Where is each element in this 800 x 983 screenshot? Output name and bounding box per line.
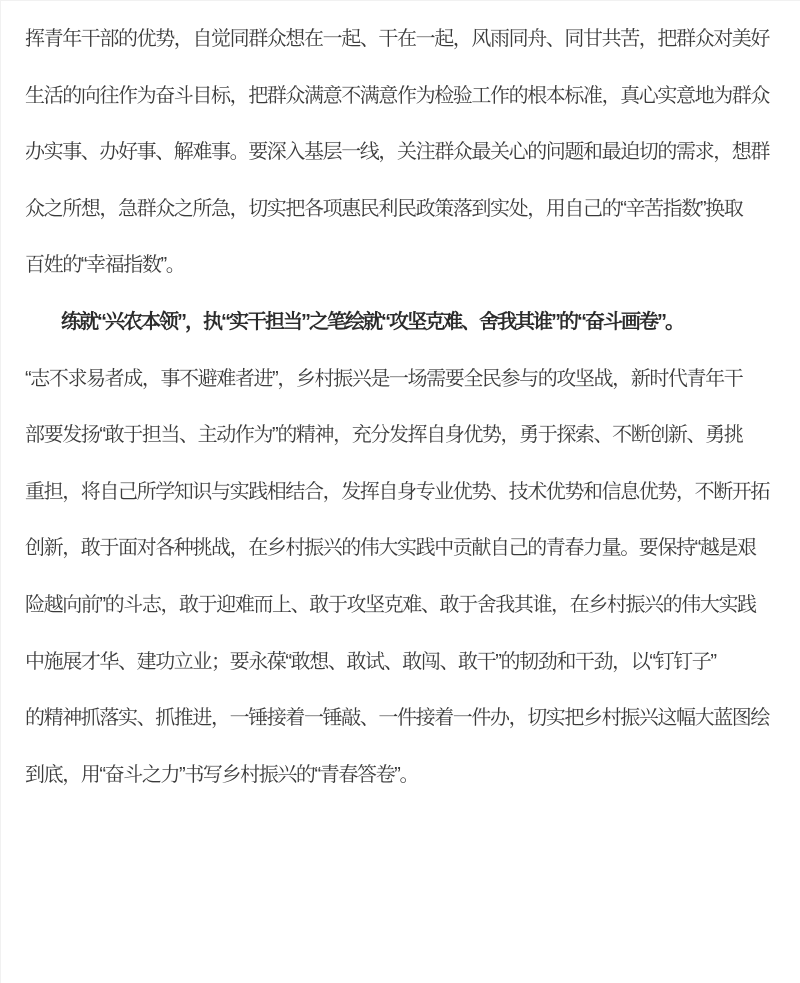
text-line: 重担，将自己所学知识与实践相结合，发挥自身专业优势、技术优势和信息优势，不断开拓 (25, 480, 769, 503)
bold-lead-sentence: 练就“兴农本领”，执“实干担当”之笔绘就“攻坚克难、舍我其谁”的“奋斗画卷”。 (61, 310, 683, 333)
text-line: 生活的向往作为奋斗目标，把群众满意不满意作为检验工作的根本标准，真心实意地为群众 (25, 84, 769, 107)
text-line: 众之所想，急群众之所急，切实把各项惠民利民政策落到实处，用自己的“辛苦指数”换取 (25, 197, 743, 220)
text-line: 险越向前”的斗志，敢于迎难而上、敢于攻坚克难、敢于舍我其谁，在乡村振兴的伟大实践 (25, 593, 756, 616)
text-line: 中施展才华、建功立业；要永葆“敢想、敢试、敢闯、敢干”的韧劲和干劲，以“钉钉子” (25, 650, 716, 673)
text-line: “志不求易者成，事不避难者进”，乡村振兴是一场需要全民参与的攻坚战，新时代青年干 (25, 367, 743, 390)
text-line: 的精神抓落实、抓推进，一锤接着一锤敲、一件接着一件办，切实把乡村振兴这幅大蓝图绘 (25, 707, 769, 730)
text-line: 挥青年干部的优势，自觉同群众想在一起、干在一起，风雨同舟、同甘共苦，把群众对美好 (25, 28, 769, 50)
text-line: 办实事、办好事、解难事。要深入基层一线，关注群众最关心的问题和最迫切的需求，想群 (25, 141, 769, 164)
paragraph-end-line: 百姓的“幸福指数”。 (25, 254, 185, 277)
text-line: 创新，敢于面对各种挑战，在乡村振兴的伟大实践中贡献自己的青春力量。要保持“越是艰 (25, 537, 756, 560)
text-line: 部要发扬“敢于担当、主动作为”的精神，充分发挥自身优势，勇于探索、不断创新、勇挑 (25, 424, 743, 447)
paragraph-end-line: 到底，用“奋斗之力”书写乡村振兴的“青春答卷”。 (25, 763, 419, 786)
